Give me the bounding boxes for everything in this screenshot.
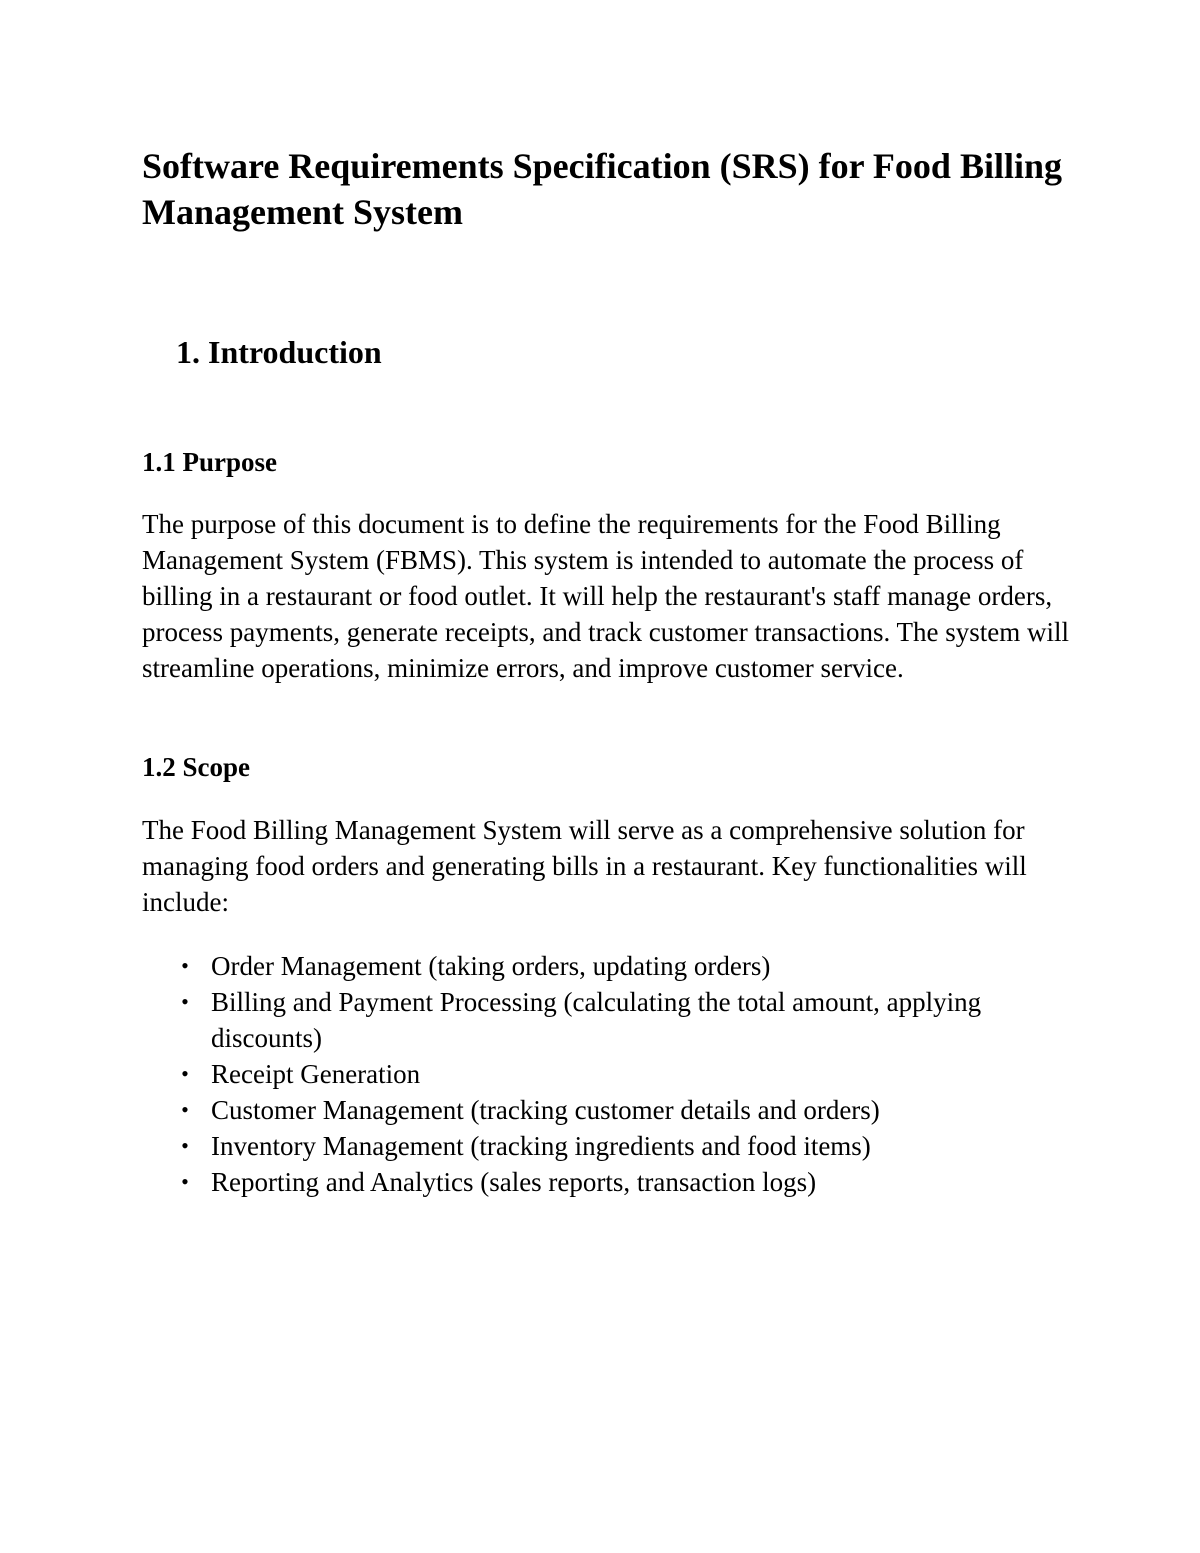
bullet-icon: •	[181, 1061, 189, 1086]
list-item	[142, 1128, 1072, 1164]
list-item	[142, 1056, 1072, 1092]
scope-paragraph: The Food Billing Management System will serve as a comprehensive solution for managing food orders and generating bills in a restaurant. Key functionalities will include:	[142, 815, 1027, 917]
list-item	[142, 1092, 1072, 1128]
section-heading-introduction: 1. Introduction	[176, 334, 382, 370]
list-item	[142, 1164, 1072, 1200]
subsection-heading-scope: 1.2 Scope	[142, 752, 250, 782]
list-item-text: Receipt Generation	[211, 1059, 421, 1089]
bullet-icon: •	[181, 1133, 189, 1158]
list-item-text: Billing and Payment Processing (calculating the total amount, applying discounts)	[211, 987, 982, 1053]
list-item-text: Order Management (taking orders, updating orders)	[211, 951, 771, 981]
document-title: Software Requirements Specification (SRS) for Food Billing Management System	[142, 146, 1062, 232]
list-item	[142, 948, 1072, 984]
bullet-icon: •	[181, 1097, 189, 1122]
list-item-text: Reporting and Analytics (sales reports, transaction logs)	[211, 1167, 817, 1197]
bullet-icon: •	[181, 989, 189, 1014]
list-item-text: Inventory Management (tracking ingredients and food items)	[211, 1131, 871, 1161]
purpose-paragraph: The purpose of this document is to define the requirements for the Food Billing Management System (FBMS). This system is intended to automate the process of billing in a restaurant or food outlet. It will help the restaurant's staff manage orders, process payments, generate receipts, and track customer transactions. The system will streamline operations, minimize errors, and improve customer service.	[142, 509, 1069, 683]
functionalities-list	[142, 948, 1072, 1200]
bullet-icon: •	[181, 953, 189, 978]
bullet-icon: •	[181, 1169, 189, 1194]
subsection-heading-purpose: 1.1 Purpose	[142, 447, 277, 477]
list-item	[142, 984, 1072, 1056]
list-item-text: Customer Management (tracking customer details and orders)	[211, 1095, 880, 1125]
